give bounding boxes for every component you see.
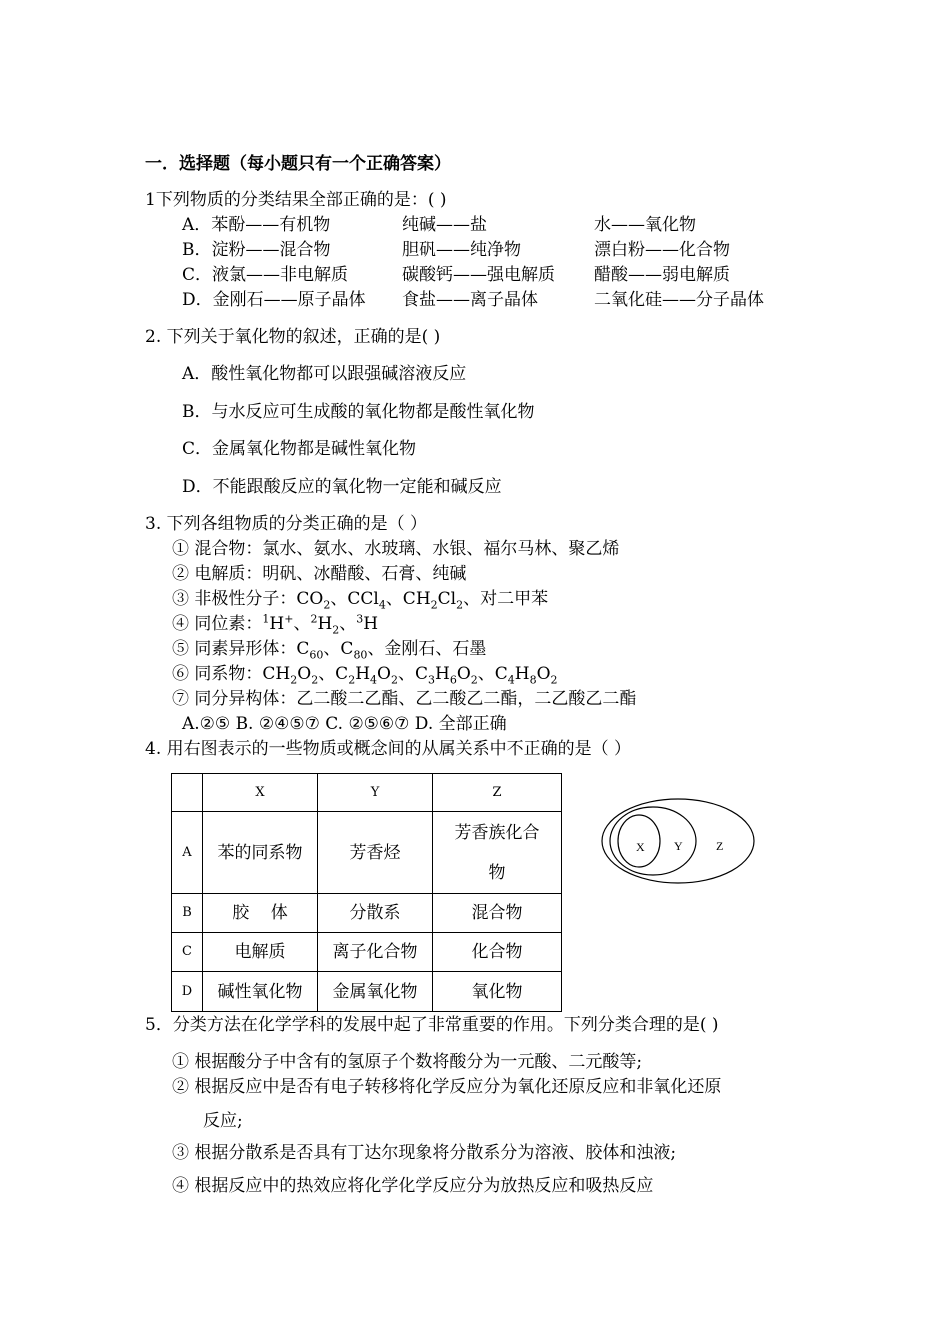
table-cell: [433, 812, 562, 894]
q2-option-d: D．不能跟酸反应的氧化物一定能和碱反应: [182, 477, 502, 497]
table-cell: 胶 体: [203, 894, 318, 933]
q4-stem-text-c: 正确的是（ ）: [523, 739, 632, 759]
q5-item-2: ② 根据反应中是否有电子转移将化学反应分为氧化还原反应和非氧化还原: [172, 1077, 722, 1097]
q5-item-4: ④ 根据反应中的热效应将化学化学反应分为放热反应和吸热反应: [172, 1176, 654, 1196]
q2-stem: 2. 下列关于氧化物的叙述，正确的是( ): [145, 327, 441, 347]
q4-table: [171, 773, 562, 1012]
q3-item-2: ② 电解质：明矾、冰醋酸、石膏、纯碱: [172, 564, 467, 584]
q1-row-d-col1: D．金刚石——原子晶体: [182, 290, 366, 310]
q3-item-6-text-h: O: [456, 664, 471, 684]
q3-item-4-text-c: 、: [293, 614, 311, 634]
table-cell: B: [172, 894, 203, 933]
table-cell: 电解质: [203, 933, 318, 972]
q1-row-a-col1: A．苯酚——有机物: [182, 215, 331, 235]
q5-item-1: ① 根据酸分子中含有的氢原子个数将酸分为一元酸、二元酸等;: [172, 1052, 643, 1072]
q3-item-6-text-f: 、C: [397, 664, 428, 684]
q3-item-1: ① 混合物：氯水、氨水、水玻璃、水银、福尔马林、聚乙烯: [172, 539, 620, 559]
table-cell: A: [172, 812, 203, 894]
q4-stem: [145, 737, 631, 761]
q3-item-3-text-a: ③ 非极性分子：CO: [172, 589, 324, 609]
section-title: 一．选择题（每小题只有一个正确答案）: [145, 154, 451, 174]
table-cell: 碱性氧化物: [203, 972, 318, 1012]
table-cell: 离子化合物: [318, 933, 433, 972]
q3-item-5: ⑤ 同素异形体：$C_{60}$、$C_{80}$、金刚石、石墨: [172, 639, 487, 662]
table-header-x: X: [203, 774, 318, 812]
q3-item-4-text-d: H: [317, 614, 333, 634]
q1-row-d-col3: 二氧化硅——分子晶体: [594, 290, 764, 310]
table-row: [172, 972, 562, 1012]
q3-item-6-text-j: H: [514, 664, 530, 684]
q1-row-a-col3: 水——氧化物: [594, 215, 696, 235]
q3-item-7: ⑦ 同分异构体：乙二酸二乙酯、乙二酸乙二酯，二乙酸乙二酯: [172, 689, 637, 709]
q3-item-3-text-e: 、对二甲苯: [463, 589, 549, 609]
table-cell: [172, 774, 203, 812]
q1-row-a-col2: 纯碱——盐: [402, 215, 487, 235]
q3-item-3-text-c: 、CH: [385, 589, 431, 609]
q3-item-4-text-b: H: [269, 614, 285, 634]
venn-label-x: X: [636, 840, 645, 854]
q2-option-c: C．金属氧化物都是碱性氧化物: [182, 439, 417, 459]
q3-item-6: ⑥ 同系物：$CH_2O_2$、$C_2H_4O_2$、$C_3H_6O_2$、$C_4H_8O_2$: [172, 664, 558, 687]
q3-choices: A.②⑤ B. ②④⑤⑦ C. ②⑤⑥⑦ D. 全部正确: [182, 714, 507, 734]
table-cell: 芳香烃: [318, 812, 433, 894]
q3-item-6-text-e: O: [377, 664, 391, 684]
venn-diagram: [600, 796, 760, 886]
q3-item-3-text-d: Cl: [437, 589, 457, 609]
q1-row-b-col1: B．淀粉——混合物: [182, 240, 331, 260]
q3-item-4-text-f: H: [363, 614, 379, 634]
table-cell: 分散系: [318, 894, 433, 933]
venn-label-z: Z: [716, 839, 724, 853]
q3-item-6-text-c: 、C: [318, 664, 349, 684]
q1-row-c-col1: C．液氯——非电解质: [182, 265, 349, 285]
table-cell-line-1: 芳香族化合: [454, 822, 540, 843]
table-cell: D: [172, 972, 203, 1012]
q3-item-3-text-b: 、CCl: [330, 589, 379, 609]
q3-stem: 3. 下列各组物质的分类正确的是（ ）: [145, 514, 428, 534]
q1-stem: 1下列物质的分类结果全部正确的是：( ): [145, 190, 447, 210]
table-cell: C: [172, 933, 203, 972]
q4-stem-emphasis: 不: [506, 739, 524, 759]
table-row: [172, 774, 562, 812]
table-cell: 氧化物: [433, 972, 562, 1012]
table-cell: 苯的同系物: [203, 812, 318, 894]
q2-option-b: B．与水反应可生成酸的氧化物都是酸性氧化物: [182, 402, 535, 422]
q3-item-5-text-c: 、金刚石、石墨: [367, 639, 487, 659]
table-cell: 金属氧化物: [318, 972, 433, 1012]
table-header-y: Y: [318, 774, 433, 812]
table-row: [172, 812, 562, 894]
q3-item-5-text-b: 、C: [323, 639, 354, 659]
q3-item-6-text-i: 、C: [477, 664, 508, 684]
q5-stem: 5．分类方法在化学学科的发展中起了非常重要的作用。下列分类合理的是( ): [145, 1015, 719, 1035]
table-header-z: Z: [433, 774, 562, 812]
q4-stem-text-a: 4. 用右图表示的一些物质或概念间的从属关系中: [145, 739, 507, 759]
table-row: [172, 894, 562, 933]
table-cell: 混合物: [433, 894, 562, 933]
q3-item-4: ④ 同位素：$^1$H+、$^2H_2$、$^3$H: [172, 612, 379, 637]
q3-item-3: ③ 非极性分子：$CO_2$、CCl$_4$、$CH_2Cl_2$、对二甲苯: [172, 589, 549, 612]
q1-row-b-col3: 漂白粉——化合物: [594, 240, 730, 260]
q3-item-6-text-g: H: [434, 664, 450, 684]
table-cell-line-2: 物: [488, 862, 506, 883]
q1-row-b-col2: 胆矾——纯净物: [402, 240, 521, 260]
q3-item-4-text-e: 、: [339, 614, 357, 634]
venn-label-y: Y: [674, 839, 683, 853]
q3-item-6-text-k: O: [536, 664, 551, 684]
table-cell: 化合物: [433, 933, 562, 972]
q3-item-6-text-a: ⑥ 同系物：CH: [172, 664, 291, 684]
venn-ellipse-y: [610, 807, 696, 875]
q5-item-3: ③ 根据分散系是否具有丁达尔现象将分散系分为溶液、胶体和浊液;: [172, 1143, 677, 1163]
q3-item-4-text-a: ④ 同位素：: [172, 614, 263, 634]
q2-option-a: A．酸性氧化物都可以跟强碱溶液反应: [182, 364, 467, 384]
q5-item-2-cont: 反应;: [203, 1111, 243, 1131]
q1-row-c-col2: 碳酸钙——强电解质: [402, 265, 555, 285]
q1-row-c-col3: 醋酸——弱电解质: [594, 265, 730, 285]
q3-item-6-text-d: H: [355, 664, 371, 684]
table-row: [172, 933, 562, 972]
q3-item-6-text-b: O: [297, 664, 312, 684]
q3-item-5-text-a: ⑤ 同素异形体：C: [172, 639, 310, 659]
q1-row-d-col2: 食盐——离子晶体: [402, 290, 538, 310]
